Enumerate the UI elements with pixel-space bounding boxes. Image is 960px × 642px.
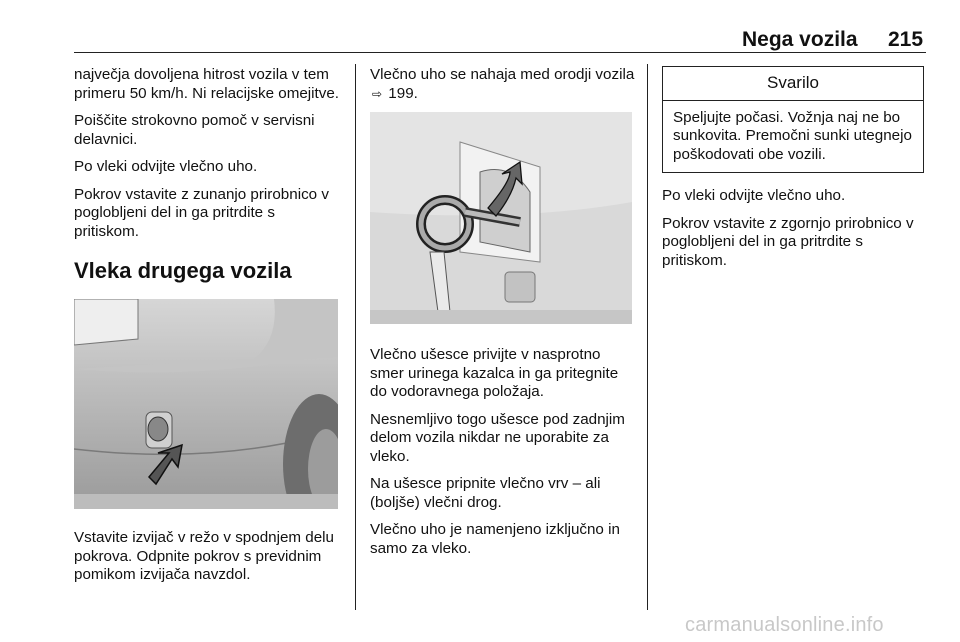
section-heading: Vleka drugega vozila [74, 258, 292, 283]
paragraph-screwdriver: Vstavite izvijač v režo v spodnjem delu pokrova. Odpnite pokrov s previdnim pomikom izvijača navzdol. [74, 529, 334, 583]
paragraph-cover-2: Pokrov vstavite z zgornjo prirobnico v poglobljeni del in ga pritrdite s pritiskom. [662, 214, 914, 269]
column-1 [74, 66, 344, 594]
tow-eye-location-text: Vlečno uho se nahaja med orodji vozila [370, 66, 635, 83]
header-title: Nega vozila [742, 28, 858, 51]
watermark: carmanualsonline.info [685, 614, 884, 636]
warning-body: Speljujte počasi. Vožnja naj ne bo sunkovita. Premočni sunki utegnejo poškodovati obe vozili. [673, 108, 912, 163]
column-divider-2 [647, 64, 648, 610]
column-2 [370, 66, 635, 567]
paragraph-unscrew-2: Po vleki odvijte vlečno uho. [662, 187, 846, 204]
paragraph-attach-rope: Na ušesce pripnite vlečno vrv – ali (boljše) vlečni drog. [370, 475, 601, 511]
paragraph-speed-limit: največja dovoljena hitrost vozila v tem primeru 50 km/h. Ni relacijske omejitve. [74, 66, 340, 102]
paragraph-service: Poiščite strokovno pomoč v servisni delavnici. [74, 112, 315, 148]
paragraph-tow-eye-location [370, 66, 635, 103]
warning-title: Svarilo [663, 67, 923, 101]
reference-arrow-icon: ⇨ [372, 86, 383, 101]
warning-box [662, 66, 924, 173]
paragraph-cover: Pokrov vstavite z zunanjo prirobnico v poglobljeni del in ga pritrdite s pritiskom. [74, 185, 329, 240]
paragraph-tow-only: Vlečno uho je namenjeno izključno in samo za vleko. [370, 521, 620, 557]
page-number: 215 [888, 28, 924, 51]
paragraph-turn-eye: Vlečno ušesce privijte v nasprotno smer urinega kazalca in ga pritegnite do vodoravnega položaja. [370, 346, 619, 400]
tow-eye-illustration [370, 112, 632, 324]
page-reference: 199. [388, 84, 418, 102]
paragraph-rigid-eye: Nesnemljivo togo ušesce pod zadnjim delom vozila nikdar ne uporabite za vleko. [370, 410, 625, 465]
column-divider-1 [355, 64, 356, 610]
rear-bumper-illustration [74, 299, 338, 509]
header-rule [74, 52, 926, 53]
column-3 [662, 66, 932, 279]
paragraph-unscrew: Po vleki odvijte vlečno uho. [74, 158, 258, 175]
